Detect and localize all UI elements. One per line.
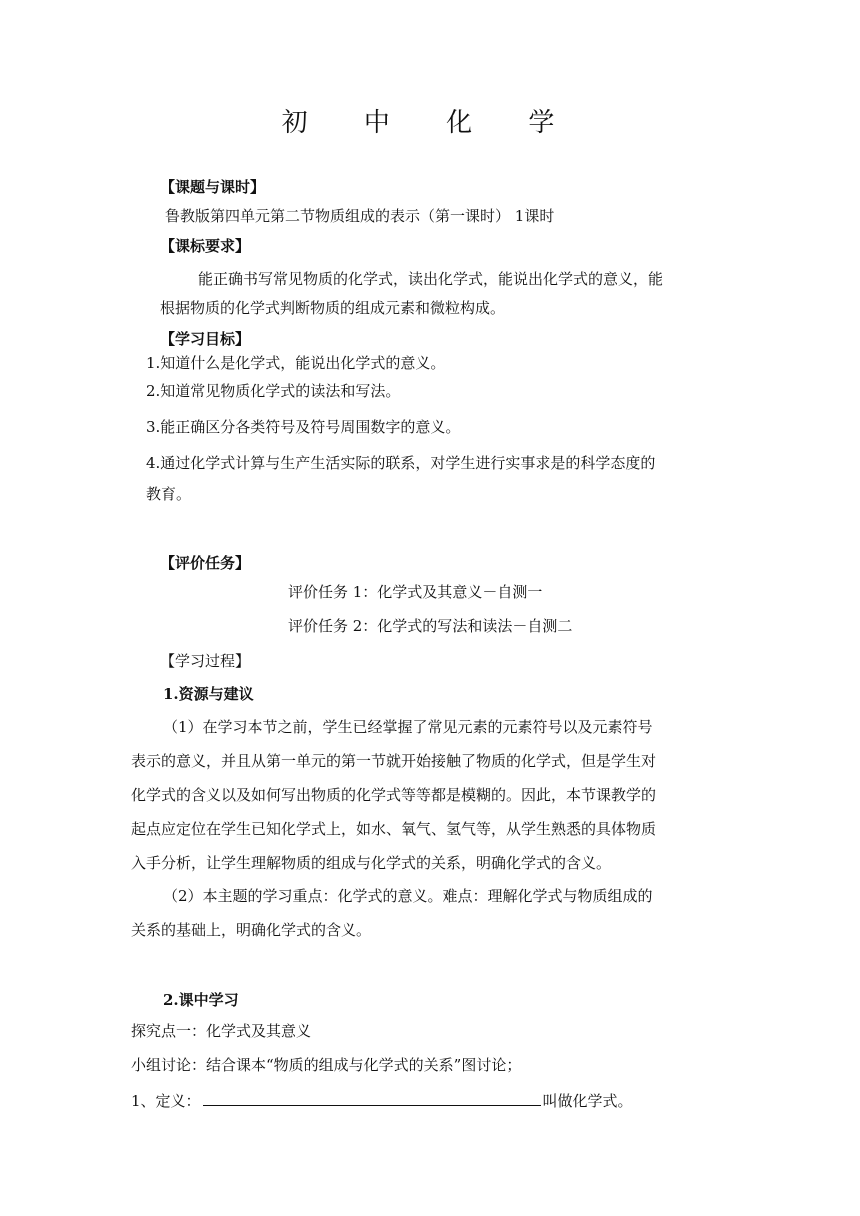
- definition-blank[interactable]: [203, 1091, 541, 1106]
- definition-line: [131, 1090, 633, 1112]
- paragraph-1-line: 起点应定位在学生已知化学式上，如水、氧气、氢气等，从学生熟悉的具体物质: [131, 820, 657, 838]
- objective-item: 4.通过化学式计算与生产生活实际的联系，对学生进行实事求是的科学态度的: [146, 454, 656, 472]
- paragraph-1-line: （1）在学习本节之前，学生已经掌握了常见元素的元素符号以及元素符号: [163, 718, 653, 736]
- paragraph-1-line: 化学式的含义以及如何写出物质的化学式等等都是模糊的。因此，本节课教学的: [131, 786, 657, 804]
- evaluation-task-1: 评价任务 1：化学式及其意义－自测一: [288, 583, 543, 601]
- section-in-class-heading: 2.课中学习: [163, 991, 239, 1009]
- evaluation-heading: 【评价任务】: [160, 554, 251, 572]
- objective-item: 1.知道什么是化学式，能说出化学式的意义。: [146, 354, 446, 372]
- explore-point: 探究点一：化学式及其意义: [131, 1022, 312, 1040]
- topic-heading: 【课题与课时】: [160, 178, 266, 196]
- group-discussion: 小组讨论：结合课本“物质的组成与化学式的关系”图讨论；: [131, 1056, 522, 1074]
- topic-text: 鲁教版第四单元第二节物质组成的表示（第一课时） 1课时: [165, 207, 555, 225]
- objective-item-continued: 教育。: [146, 485, 192, 503]
- objective-item: 2.知道常见物质化学式的读法和写法。: [146, 382, 401, 400]
- section-resources-heading: 1.资源与建议: [163, 685, 254, 703]
- standard-line-2: 根据物质的化学式判断物质的组成元素和微粒构成。: [160, 299, 506, 317]
- standard-line-1: 能正确书写常见物质的化学式，读出化学式，能说出化学式的意义，能: [198, 270, 664, 288]
- process-heading: 【学习过程】: [160, 652, 251, 670]
- objective-item: 3.能正确区分各类符号及符号周围数字的意义。: [146, 418, 461, 436]
- paragraph-1-line: 表示的意义，并且从第一单元的第一节就开始接触了物质的化学式，但是学生对: [131, 752, 657, 770]
- page-title: 初 中 化 学: [281, 108, 579, 138]
- paragraph-2-line: 关系的基础上，明确化学式的含义。: [131, 921, 372, 939]
- evaluation-task-2: 评价任务 2：化学式的写法和读法－自测二: [288, 617, 573, 635]
- objectives-heading: 【学习目标】: [160, 330, 251, 348]
- definition-suffix: 叫做化学式。: [542, 1092, 633, 1110]
- standard-heading: 【课标要求】: [160, 237, 251, 255]
- paragraph-1-line: 入手分析，让学生理解物质的组成与化学式的关系，明确化学式的含义。: [131, 854, 612, 872]
- paragraph-2-line: （2）本主题的学习重点：化学式的意义。难点：理解化学式与物质组成的: [163, 887, 653, 905]
- definition-prefix: 1、定义：: [131, 1092, 201, 1110]
